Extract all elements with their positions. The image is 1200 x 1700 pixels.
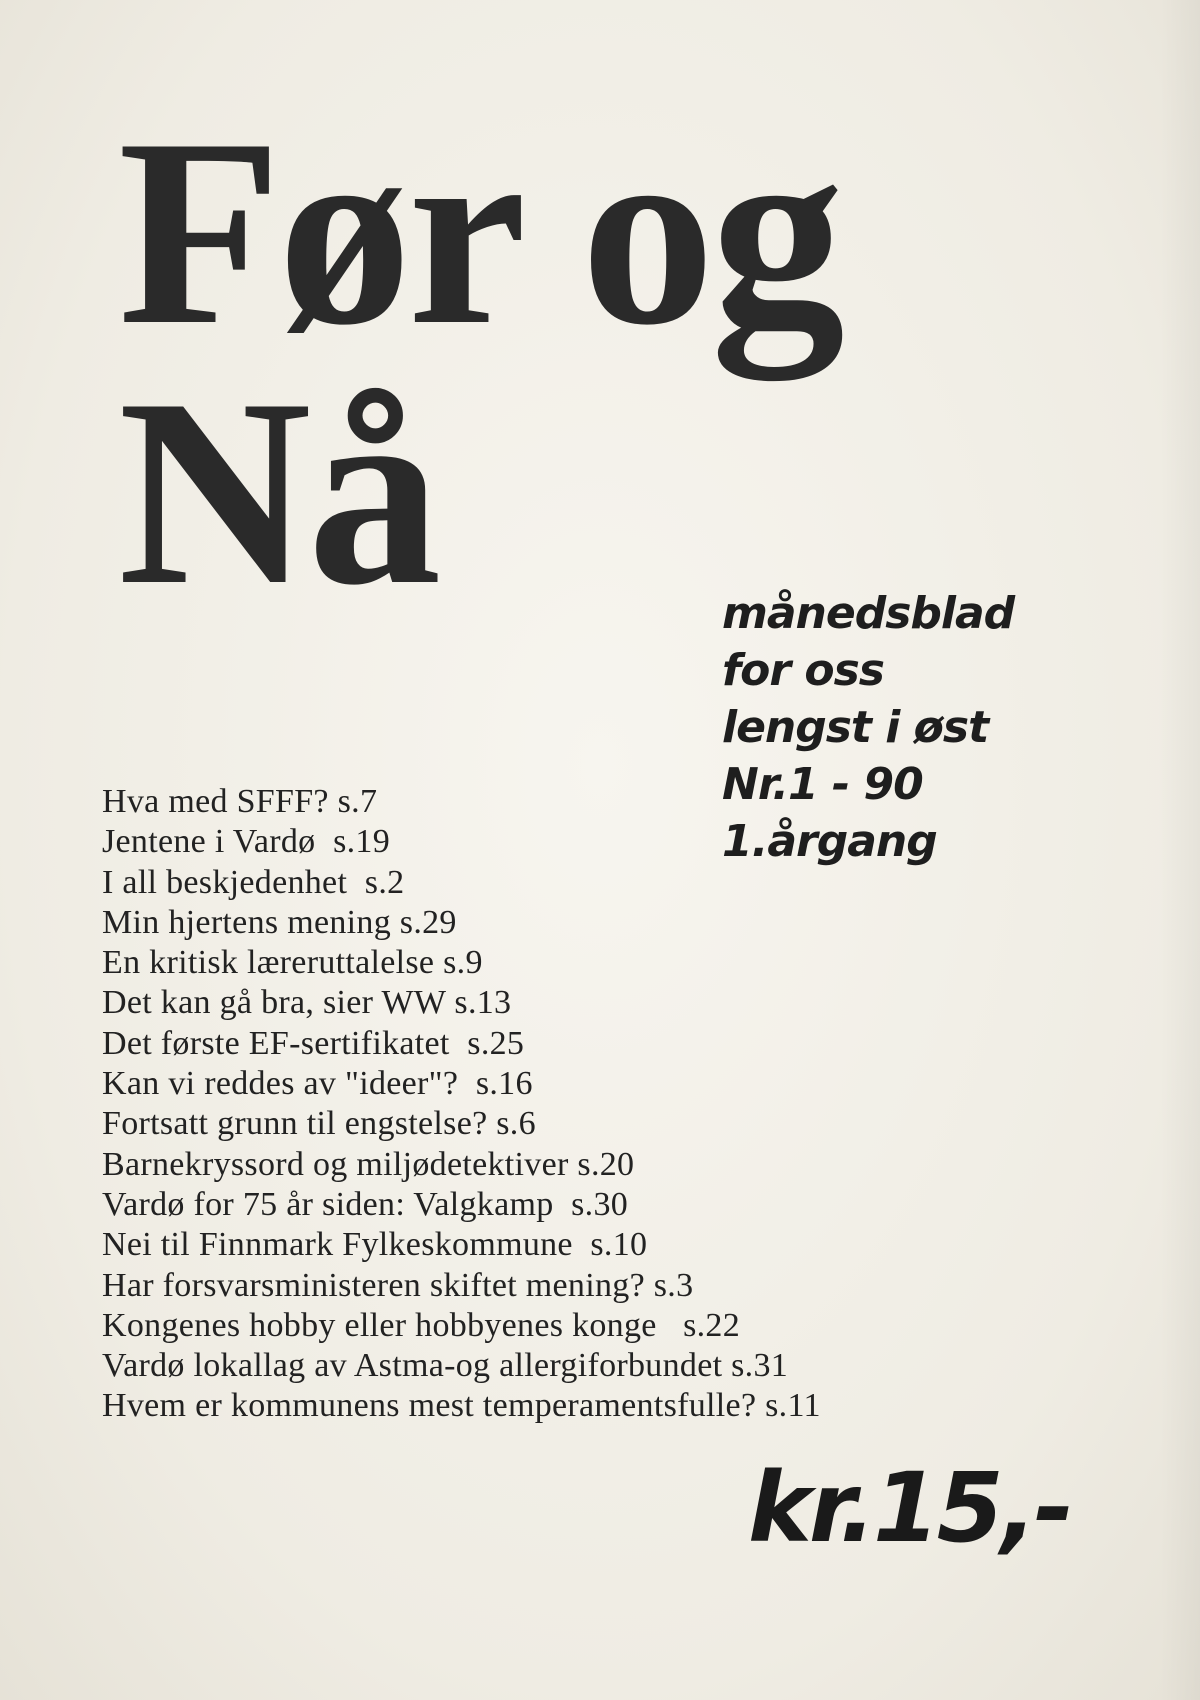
toc-item: Det første EF-sertifikatet s.25 <box>102 1024 525 1062</box>
subtitle-line: månedsblad <box>722 588 1015 639</box>
toc-item: Hvem er kommunens mest temperamentsfulle? s.11 <box>102 1387 821 1425</box>
toc-item: Min hjertens mening s.29 <box>102 903 457 941</box>
toc-item: Fortsatt grunn til engstelse? s.6 <box>102 1105 536 1143</box>
toc-item: I all beskjedenhet s.2 <box>102 863 405 901</box>
subtitle-line: for oss <box>722 645 884 696</box>
toc-item: En kritisk læreruttalelse s.9 <box>102 944 483 982</box>
toc-item: Jentene i Vardø s.19 <box>102 823 391 861</box>
toc-item: Vardø for 75 år siden: Valgkamp s.30 <box>102 1185 629 1223</box>
toc-item: Barnekryssord og miljødetektiver s.20 <box>102 1145 635 1183</box>
masthead-line-1: Før og <box>118 83 841 380</box>
toc-item: Nei til Finnmark Fylkeskommune s.10 <box>102 1226 648 1264</box>
masthead-line-2: Nå <box>118 343 438 640</box>
toc-item: Har forsvarsministeren skiftet mening? s.3 <box>102 1266 694 1304</box>
cover-price: kr.15,- <box>748 1452 1071 1564</box>
subtitle-line: Nr.1 - 90 <box>722 759 923 810</box>
page-edge-shadow <box>1160 0 1200 1700</box>
toc-item: Det kan gå bra, sier WW s.13 <box>102 984 512 1022</box>
table-of-contents <box>102 782 821 1427</box>
subtitle-line: 1.årgang <box>722 816 937 867</box>
subtitle-line: lengst i øst <box>722 702 989 753</box>
toc-item: Vardø lokallag av Astma-og allergiforbundet s.31 <box>102 1347 789 1385</box>
toc-item: Kongenes hobby eller hobbyenes konge s.22 <box>102 1306 740 1344</box>
toc-item: Kan vi reddes av "ideer"? s.16 <box>102 1065 533 1103</box>
toc-item: Hva med SFFF? s.7 <box>102 783 378 820</box>
